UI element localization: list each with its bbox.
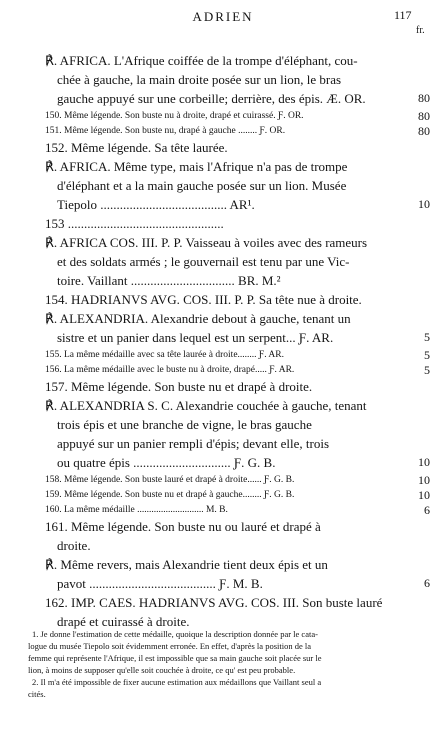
- price-value: 5: [424, 363, 430, 377]
- catalogue-line: d'éléphant et a la main gauche posée sur un lion. Musée: [57, 178, 347, 193]
- catalogue-line: ℟. AFRICA. L'Afrique coiffée de la trompe d'éléphant, cou-: [45, 53, 358, 68]
- catalogue-line: ℟. AFRICA. Même type, mais l'Afrique n'a pas de trompe: [45, 159, 348, 174]
- catalogue-line: 156. La même médaille avec le buste nu à droite, drapé..... Ƒ. AR.: [45, 365, 295, 375]
- price-value: 6: [424, 576, 430, 590]
- catalogue-line: 150. Même légende. Son buste nu à droite, drapé et cuirassé. Ƒ. OR.: [45, 111, 304, 121]
- running-title: ADRIEN: [192, 9, 254, 24]
- catalogue-line: appuyé sur un panier rempli d'épis; devant elle, trois: [57, 436, 330, 451]
- catalogue-line: droite.: [57, 538, 91, 553]
- catalogue-line: ℟. ALEXANDRIA. Alexandrie debout à gauche, tenant un: [45, 311, 351, 326]
- catalogue-line: et des soldats armés ; le gouvernail est tenu par une Vic-: [57, 254, 350, 269]
- catalogue-line: pavot ....................................... Ƒ. M. B.: [57, 576, 263, 591]
- catalogue-line: 160. La même médaille ............................ M. B.: [45, 505, 228, 515]
- price-value: 80: [418, 91, 430, 105]
- catalogue-line: 154. HADRIANVS AVG. COS. III. P. P. Sa tête nue à droite.: [45, 292, 362, 307]
- catalogue-line: chée à gauche, la main droite posée sur un lion, le bras: [57, 72, 342, 87]
- catalogue-line: 152. Même légende. Sa tête laurée.: [45, 140, 228, 155]
- price-value: 80: [418, 124, 430, 138]
- footnote-line: logue du musée Tiepolo soit évidemment erronée. En effet, d'après la position de la: [28, 641, 311, 651]
- price-value: 10: [418, 197, 430, 211]
- price-value: 10: [418, 473, 430, 487]
- price-value: 10: [418, 488, 430, 502]
- catalogue-line: 157. Même légende. Son buste nu et drapé à droite.: [45, 379, 313, 394]
- catalogue-line: gauche appuyé sur une corbeille; derrière, des épis. Æ. OR.: [57, 91, 366, 106]
- catalogue-line: sistre et un panier dans lequel est un serpent... Ƒ. AR.: [57, 330, 334, 345]
- catalogue-line: drapé et cuirassé à droite.: [57, 614, 190, 629]
- catalogue-line: Tiepolo ....................................... AR¹.: [57, 197, 255, 212]
- catalogue-line: 158. Même légende. Son buste lauré et drapé à droite...... Ƒ. G. B.: [45, 475, 295, 485]
- catalogue-line: ℟. Même revers, mais Alexandrie tient deux épis et un: [45, 557, 328, 572]
- catalogue-line: toire. Vaillant ................................ BR. M.²: [57, 273, 281, 288]
- catalogue-line: 151. Même légende. Son buste nu, drapé à gauche ........ Ƒ. OR.: [45, 126, 286, 136]
- footnote-line: femme qui représente l'Afrique, il est impossible que sa main gauche soit placée sur le: [28, 653, 322, 663]
- footnote-line: lion, à moins de supposer qu'elle soit couchée à droite, ce qu' est peu probable.: [28, 665, 296, 675]
- price-value: 80: [418, 109, 430, 123]
- catalogue-line: 153 ................................................: [45, 216, 224, 231]
- price-value: 6: [424, 503, 430, 517]
- footnote-line: cités.: [28, 689, 46, 699]
- catalogue-line: ℟. ALEXANDRIA S. C. Alexandrie couchée à gauche, tenant: [45, 398, 367, 413]
- price-value: 5: [424, 348, 430, 362]
- footnote-line: 1. Je donne l'estimation de cette médaille, quoique la description donnée par le cata-: [32, 629, 318, 639]
- catalogue-line: 159. Même légende. Son buste nu et drapé à gauche........ Ƒ. G. B.: [45, 490, 295, 500]
- page-number: 117: [394, 8, 412, 22]
- price-value: 5: [424, 330, 430, 344]
- currency-label: fr.: [416, 25, 425, 36]
- catalogue-line: 162. IMP. CAES. HADRIANVS AVG. COS. III. Son buste lauré: [45, 595, 383, 610]
- catalogue-line: trois épis et une branche de vigne, le bras gauche: [57, 417, 312, 432]
- catalogue-line: 155. La même médaille avec sa tête laurée à droite........ Ƒ. AR.: [45, 350, 284, 360]
- catalogue-line: ℟. AFRICA COS. III. P. P. Vaisseau à voiles avec des rameurs: [45, 235, 368, 250]
- footnote-line: 2. Il m'a été impossible de fixer aucune estimation aux médaillons que Vaillant seul a: [32, 677, 322, 687]
- catalogue-line: 161. Même légende. Son buste nu ou lauré et drapé à: [45, 519, 321, 534]
- price-value: 10: [418, 455, 430, 469]
- catalogue-line: ou quatre épis .............................. Ƒ. G. B.: [57, 455, 276, 470]
